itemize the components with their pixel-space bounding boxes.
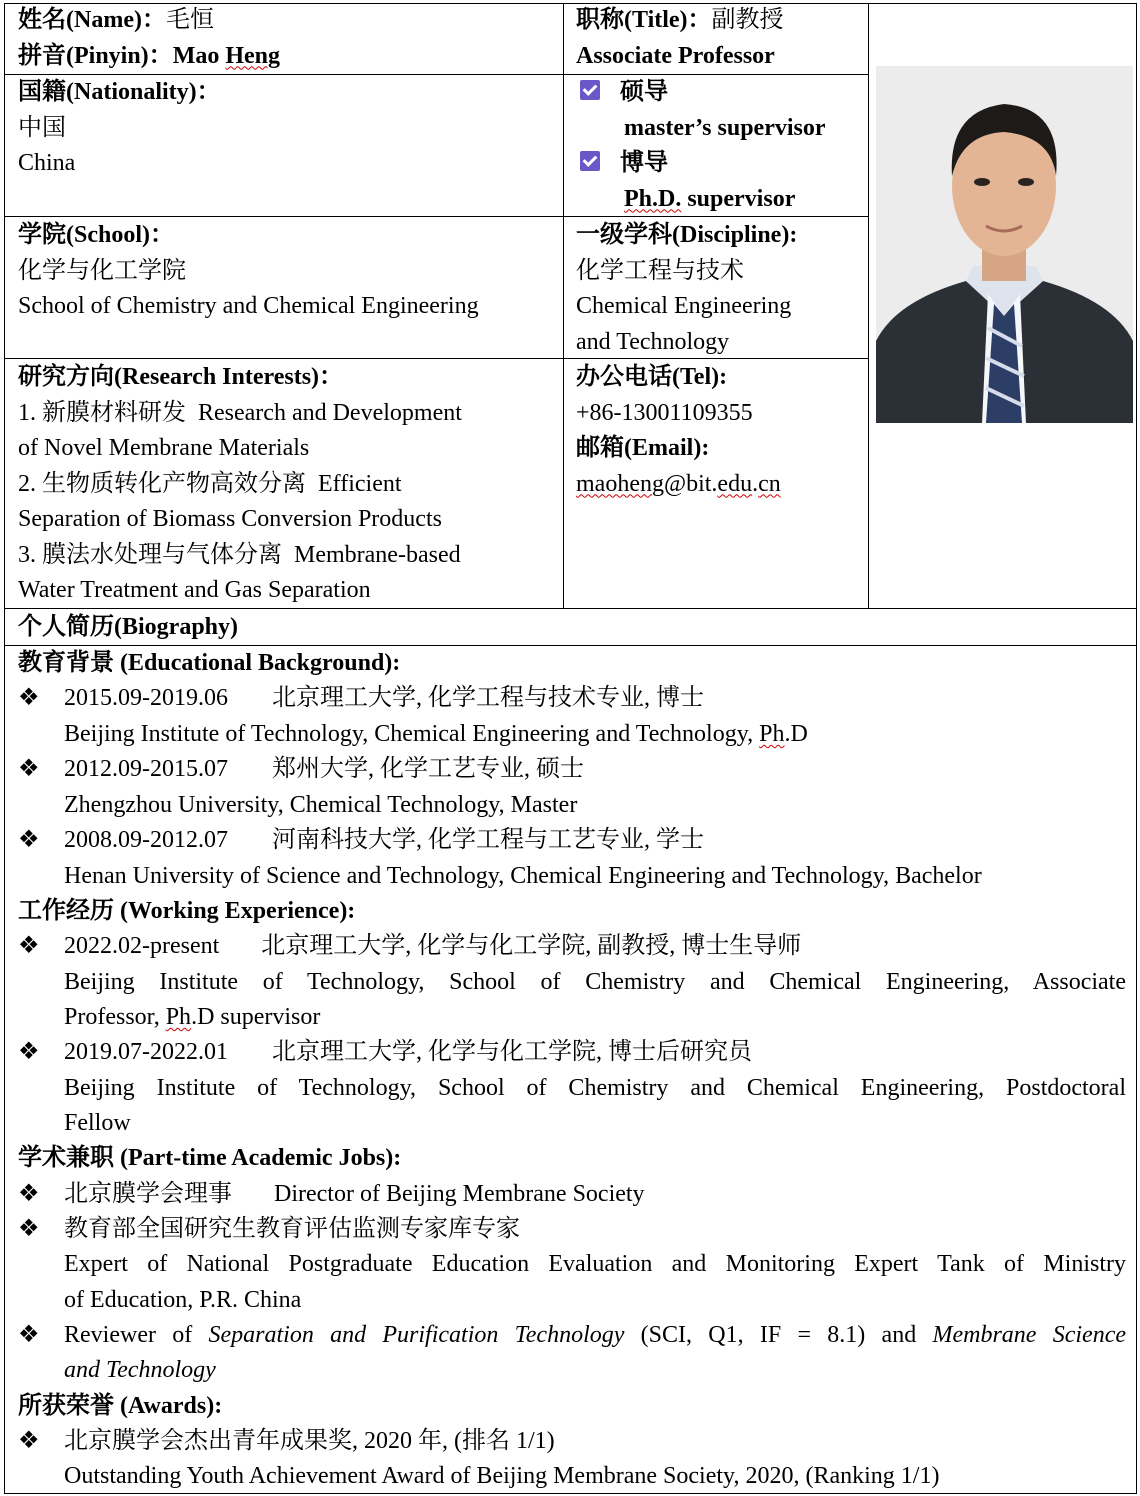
bullet-icon: ❖ [18, 1216, 40, 1242]
edu-cn: 郑州大学, 化学工艺专业, 硕士 [272, 756, 584, 782]
phd-checkbox[interactable] [580, 151, 600, 171]
name-value: 毛恒 [165, 7, 214, 33]
discipline-cell [576, 218, 797, 360]
discipline-value-en-1: Chemical Engineering [576, 293, 792, 319]
school-cell [18, 218, 479, 325]
bullet-icon: ❖ [18, 827, 40, 853]
nationality-value-cn: 中国 [18, 114, 66, 141]
work-en-2a: Professor, [64, 1004, 166, 1030]
work-en-2: Fellow [64, 1110, 131, 1136]
name-label: 姓名(Name)： [18, 7, 166, 33]
research-label: 研究方向(Research Interests)： [18, 364, 344, 390]
work-en-2c: .D supervisor [191, 1004, 321, 1030]
title-label: 职称(Title)： [576, 7, 712, 33]
job3-b: Separation and Purification Technology [208, 1322, 625, 1348]
work-cn: 北京理工大学, 化学与化工学院, 博士后研究员 [272, 1039, 752, 1065]
school-value-cn: 化学与化工学院 [18, 257, 186, 284]
work-period: 2022.02-present [64, 933, 220, 959]
email-at: @bit. [663, 470, 718, 497]
bullet-icon: ❖ [18, 1428, 40, 1454]
edu-period: 2008.09-2012.07 [64, 827, 228, 853]
research-line: of Novel Membrane Materials [18, 435, 310, 461]
work-heading: 工作经历 (Working Experience): [18, 898, 356, 924]
work-en-2b: Ph [165, 1004, 192, 1030]
job-en-1: Expert of National Postgraduate Education Evaluation and Monitoring Expert Tank of Ministry [64, 1251, 1126, 1277]
job3-d: Membrane Science [932, 1322, 1126, 1348]
research-line: 3. 膜法水处理与气体分离 Membrane-based [18, 541, 461, 568]
biography-label: 个人简历(Biography) [18, 614, 239, 640]
bullet-icon: ❖ [18, 1181, 40, 1207]
research-cell [18, 360, 462, 609]
discipline-value-cn: 化学工程与技术 [576, 257, 744, 284]
email-dot: . [752, 470, 759, 497]
profile-photo [876, 66, 1133, 423]
nationality-label: 国籍(Nationality)： [18, 79, 221, 105]
edu-en: Beijing Institute of Technology, Chemical Engineering and Technology, [64, 721, 760, 747]
nationality-value-en: China [18, 150, 76, 176]
edu-en-ph: Ph [759, 721, 785, 747]
discipline-label: 一级学科(Discipline): [576, 222, 798, 248]
edu-period: 2012.09-2015.07 [64, 756, 228, 782]
supervisor-cell [580, 75, 826, 217]
bullet-icon: ❖ [18, 685, 40, 711]
edu-en: Henan University of Science and Technology, Chemical Engineering and Technology, Bachelor [64, 863, 982, 889]
bullet-icon: ❖ [18, 1322, 40, 1348]
school-label: 学院(School)： [18, 222, 174, 248]
work-en-1: Beijing Institute of Technology, School of Chemistry and Chemical Engineering, Postdoctoral [64, 1075, 1126, 1101]
edu-en: Zhengzhou University, Chemical Technology, Master [64, 792, 578, 818]
job-cn: 北京膜学会理事 [64, 1181, 232, 1207]
bullet-icon: ❖ [18, 933, 40, 959]
email-edu: edu [717, 470, 753, 497]
edu-en-d: .D [784, 721, 808, 747]
work-cn: 北京理工大学, 化学与化工学院, 副教授, 博士生导师 [261, 933, 802, 959]
research-line: Separation of Biomass Conversion Products [18, 506, 442, 532]
masters-checkbox[interactable] [580, 80, 600, 100]
award-cn: 北京膜学会杰出青年成果奖, 2020 年, (排名 1/1) [64, 1428, 555, 1454]
job3-c: (SCI, Q1, IF = 8.1) and [624, 1322, 933, 1348]
title-value-cn: 副教授 [711, 7, 784, 33]
job-en: Director of Beijing Membrane Society [274, 1181, 645, 1207]
pinyin-value-heng: Heng [225, 42, 281, 69]
title-cell [576, 3, 784, 74]
title-value-en: Associate Professor [576, 42, 775, 69]
research-line: 1. 新膜材料研发 Research and Development [18, 399, 462, 426]
school-value-en: School of Chemistry and Chemical Engineering [18, 293, 479, 319]
bullet-icon: ❖ [18, 756, 40, 782]
pinyin-label: 拼音(Pinyin)： [18, 42, 173, 69]
phd-label-en-a: Ph.D. [624, 185, 682, 212]
tel-label: 办公电话(Tel): [576, 364, 728, 390]
research-line: 2. 生物质转化产物高效分离 Efficient [18, 470, 402, 497]
divider [868, 3, 869, 608]
divider [563, 3, 564, 608]
email-user: maoheng [576, 470, 664, 497]
jobs-heading: 学术兼职 (Part-time Academic Jobs): [18, 1145, 402, 1171]
job-en-2: of Education, P.R. China [64, 1287, 302, 1313]
masters-label-en: master’s supervisor [624, 114, 826, 141]
edu-cn: 北京理工大学, 化学工程与技术专业, 博士 [272, 685, 704, 711]
research-line: Water Treatment and Gas Separation [18, 577, 371, 603]
pinyin-value-mao: Mao [172, 42, 226, 69]
work-period: 2019.07-2022.01 [64, 1039, 228, 1065]
email-label: 邮箱(Email): [576, 435, 710, 461]
contact-cell [576, 360, 781, 502]
job-cn: 教育部全国研究生教育评估监测专家库专家 [64, 1216, 520, 1242]
edu-cn: 河南科技大学, 化学工程与工艺专业, 学士 [272, 827, 704, 853]
phd-label-en-b: supervisor [681, 185, 796, 212]
awards-heading: 所获荣誉 (Awards): [18, 1393, 223, 1419]
nationality-cell [18, 75, 221, 182]
discipline-value-en-2: and Technology [576, 328, 730, 355]
job3-a: Reviewer of [64, 1322, 209, 1348]
job3-e: and Technology [64, 1357, 216, 1383]
email-cn: cn [758, 470, 781, 497]
name-cell [18, 3, 280, 74]
work-en-1: Beijing Institute of Technology, School of Chemistry and Chemical Engineering, Associate [64, 969, 1126, 995]
portrait-illustration [876, 66, 1133, 423]
email-value[interactable] [576, 467, 781, 503]
tel-value: +86-13001109355 [576, 399, 753, 426]
award-en: Outstanding Youth Achievement Award of Beijing Membrane Society, 2020, (Ranking 1/1) [64, 1463, 940, 1489]
phd-label-cn: 博导 [620, 150, 668, 176]
masters-label-cn: 硕导 [620, 79, 668, 105]
education-heading: 教育背景 (Educational Background): [18, 650, 401, 676]
edu-period: 2015.09-2019.06 [64, 685, 228, 711]
bullet-icon: ❖ [18, 1039, 40, 1065]
